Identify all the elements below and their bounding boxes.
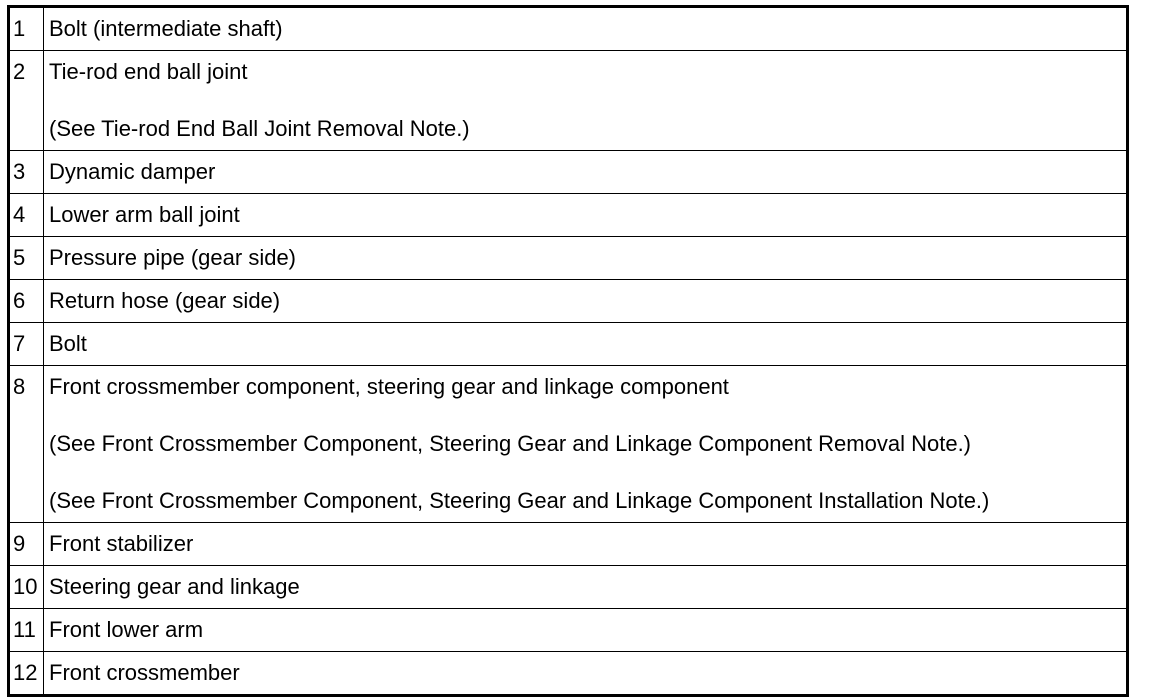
table-row [9,609,1128,652]
item-name: Tie-rod end ball joint [49,59,248,84]
item-number: 11 [9,609,44,652]
item-description [44,280,1128,323]
table-row [9,566,1128,609]
item-number: 7 [9,323,44,366]
item-description [44,237,1128,280]
parts-table [7,5,1129,697]
item-number: 12 [9,652,44,696]
item-description [44,652,1128,696]
item-number: 5 [9,237,44,280]
item-name: Front crossmember component, steering gear and linkage component [49,374,729,399]
item-name: Front lower arm [49,617,204,642]
item-description [44,566,1128,609]
item-description [44,194,1128,237]
item-description [44,323,1128,366]
table-row [9,280,1128,323]
item-name: Pressure pipe (gear side) [49,245,297,270]
item-number: 3 [9,151,44,194]
removal-note: (See Front Crossmember Component, Steering Gear and Linkage Component Removal Note.) [49,431,972,456]
item-description [44,151,1128,194]
item-number: 10 [9,566,44,609]
item-number: 4 [9,194,44,237]
removal-note: (See Tie-rod End Ball Joint Removal Note.) [49,116,470,141]
table-row [9,194,1128,237]
item-name: Return hose (gear side) [49,288,281,313]
parts-table-body [9,7,1128,696]
item-number: 2 [9,51,44,151]
table-row [9,652,1128,696]
table-row [9,7,1128,51]
item-name: Dynamic damper [49,159,216,184]
item-name: Bolt (intermediate shaft) [49,16,283,41]
item-name: Steering gear and linkage [49,574,300,599]
item-description [44,609,1128,652]
item-description [44,7,1128,51]
table-row [9,151,1128,194]
item-description [44,51,1128,151]
item-number: 6 [9,280,44,323]
item-name: Bolt [49,331,87,356]
table-row [9,51,1128,151]
item-number: 9 [9,523,44,566]
item-description [44,366,1128,523]
installation-note: (See Front Crossmember Component, Steering Gear and Linkage Component Installation Note.) [49,488,990,513]
item-description [44,523,1128,566]
item-number: 8 [9,366,44,523]
item-name: Front stabilizer [49,531,194,556]
table-row [9,366,1128,523]
table-row [9,523,1128,566]
table-row [9,323,1128,366]
item-name: Lower arm ball joint [49,202,240,227]
item-number: 1 [9,7,44,51]
table-row [9,237,1128,280]
item-name: Front crossmember [49,660,240,685]
